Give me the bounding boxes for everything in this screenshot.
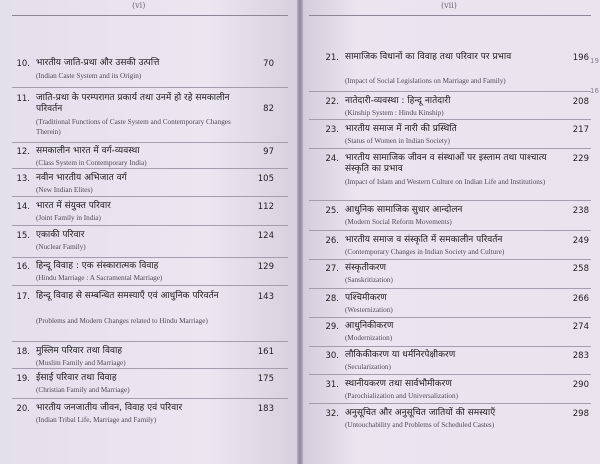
chapter-number: 19. — [16, 374, 30, 384]
page-ref: 217 — [572, 125, 589, 135]
header-rule — [12, 15, 288, 16]
page-ref: 290 — [572, 380, 589, 390]
chapter-title-english: (Sanskritization) — [345, 276, 393, 284]
divider — [12, 341, 288, 342]
chapter-title-hindi: भारत में संयुक्त परिवार — [36, 201, 111, 211]
chapter-title-english: (Contemporary Changes in Indian Society and Culture) — [345, 248, 505, 256]
divider — [309, 403, 591, 404]
page-ref: 82 — [263, 104, 274, 114]
chapter-title-hindi: संस्कृतीकरण — [345, 263, 387, 273]
page-ref: 229 — [572, 154, 589, 164]
page-ref: 124 — [257, 231, 274, 241]
page-ref: 175 — [257, 374, 274, 384]
chapter-number: 22. — [325, 97, 339, 107]
chapter-title-hindi: भारतीय सामाजिक जीवन व संस्थाओं पर इस्लाम तथा पाश्चात्य संस्कृति का प्रभाव — [345, 153, 547, 174]
chapter-title-hindi: भारतीय समाज व संस्कृति में समकालीन परिवर्तन — [345, 235, 503, 245]
chapter-title-hindi: आधुनिकीकरण — [345, 321, 394, 331]
chapter-title-english: (Secularization) — [345, 363, 391, 371]
chapter-title-english: (New Indian Elites) — [36, 186, 93, 194]
page-ref: 129 — [257, 262, 274, 272]
divider — [12, 168, 288, 169]
divider — [309, 288, 591, 289]
right-page — [303, 0, 600, 464]
divider — [12, 142, 288, 143]
divider — [12, 368, 288, 369]
chapter-title-english: (Traditional Functions of Caste System and Contemporary Changes Therein) — [36, 118, 231, 136]
next-page-number: 19 — [590, 57, 599, 65]
chapter-title-hindi: लौकिकीकरण या धर्मनिरपेक्षीकरण — [345, 350, 456, 360]
chapter-title-hindi: ईसाई परिवार तथा विवाह — [36, 373, 117, 383]
chapter-number: 28. — [325, 294, 339, 304]
chapter-title-english: (Joint Family in India) — [36, 214, 101, 222]
chapter-title-hindi: हिन्दू विवाह : एक संस्कारात्मक विवाह — [36, 261, 159, 271]
chapter-title-english: (Hindu Marriage : A Sacramental Marriage) — [36, 274, 163, 282]
divider — [309, 346, 591, 347]
page-ref: 105 — [257, 174, 274, 184]
chapter-title-hindi: पश्चिमीकरण — [345, 293, 387, 303]
page-ref: 196 — [572, 53, 589, 63]
page-number: (vi) — [132, 1, 146, 10]
chapter-number: 20. — [16, 404, 30, 414]
divider — [309, 317, 591, 318]
chapter-title-hindi: आधुनिक सामाजिक सुधार आन्दोलन — [345, 205, 463, 215]
divider — [12, 87, 288, 88]
chapter-title-english: (Indian Tribal Life, Marriage and Family) — [36, 416, 157, 424]
chapter-number: 26. — [325, 236, 339, 246]
chapter-title-hindi: अनुसूचित और अनुसूचित जातियों की समस्याएँ — [345, 408, 496, 418]
chapter-title-english: (Muslim Family and Marriage) — [36, 359, 126, 367]
chapter-title-hindi: स्थानीयकरण तथा सार्वभौमीकरण — [345, 379, 452, 389]
chapter-number: 29. — [325, 322, 339, 332]
divider — [12, 398, 288, 399]
divider — [12, 285, 288, 286]
chapter-number: 15. — [16, 231, 30, 241]
chapter-title-english: (Problems and Modern Changes related to Hindu Marriage) — [36, 317, 208, 325]
chapter-number: 32. — [325, 409, 339, 419]
chapter-title-english: (Untouchability and Problems of Scheduled Castes) — [345, 421, 495, 429]
page-ref: 298 — [572, 409, 589, 419]
page-ref: 266 — [572, 294, 589, 304]
chapter-title-english: (Indian Caste System and its Origin) — [36, 72, 142, 80]
chapter-number: 24. — [325, 154, 339, 164]
chapter-title-hindi: मुस्लिम परिवार तथा विवाह — [36, 346, 123, 356]
page-ref: 258 — [572, 264, 589, 274]
chapter-number: 16. — [16, 262, 30, 272]
page-ref: 161 — [257, 347, 274, 357]
chapter-number: 31. — [325, 380, 339, 390]
chapter-number: 25. — [325, 206, 339, 216]
chapter-title-hindi: भारतीय जाति-प्रथा और उसकी उत्पत्ति — [36, 58, 160, 68]
next-page-number: 16 — [590, 87, 599, 95]
chapter-title-hindi: नवीन भारतीय अभिजात वर्ग — [36, 173, 127, 183]
chapter-title-english: (Impact of Islam and Western Culture on Indian Life and Institutions) — [345, 178, 546, 186]
chapter-title-hindi: जाति-प्रथा के परम्परागत प्रकार्य तथा उनमें हो रहे समकालीन परिवर्तन — [36, 93, 230, 114]
chapter-title-english: (Class System in Contemporary India) — [36, 159, 147, 167]
divider — [309, 119, 591, 120]
chapter-title-hindi: भारतीय जनजातीय जीवन, विवाह एवं परिवार — [36, 403, 183, 413]
chapter-number: 13. — [16, 174, 30, 184]
page-ref: 208 — [572, 97, 589, 107]
page-ref: 70 — [263, 59, 274, 69]
chapter-title-english: (Christian Family and Marriage) — [36, 386, 130, 394]
chapter-title-english: (Nuclear Family) — [36, 243, 86, 251]
chapter-number: 11. — [16, 94, 30, 104]
divider — [12, 196, 288, 197]
page-ref: 283 — [572, 351, 589, 361]
divider — [309, 374, 591, 375]
chapter-title-hindi: हिन्दू विवाह से सम्बन्धित समस्याएँ एवं आधुनिक परिवर्तन — [36, 291, 219, 301]
page-ref: 143 — [257, 292, 274, 302]
divider — [12, 225, 288, 226]
page-ref: 112 — [257, 202, 274, 212]
chapter-number: 14. — [16, 202, 30, 212]
divider — [309, 259, 591, 260]
chapter-number: 30. — [325, 351, 339, 361]
chapter-number: 17. — [16, 292, 30, 302]
page-ref: 274 — [572, 322, 589, 332]
chapter-number: 10. — [16, 59, 30, 69]
page-ref: 249 — [572, 236, 589, 246]
page-ref: 183 — [257, 404, 274, 414]
chapter-number: 18. — [16, 347, 30, 357]
page-ref: 238 — [572, 206, 589, 216]
divider — [309, 200, 591, 201]
chapter-number: 27. — [325, 264, 339, 274]
chapter-title-english: (Westernization) — [345, 306, 393, 314]
chapter-title-english: (Status of Women in Indian Society) — [345, 137, 450, 145]
chapter-title-english: (Kinship System : Hindu Kinship) — [345, 109, 444, 117]
chapter-number: 12. — [16, 147, 30, 157]
divider — [12, 257, 288, 258]
chapter-title-english: (Modern Social Reform Movements) — [345, 218, 452, 226]
divider — [309, 148, 591, 149]
header-rule — [309, 15, 591, 16]
chapter-title-english: (Impact of Social Legislations on Marriage and Family) — [345, 77, 506, 85]
chapter-title-hindi: सामाजिक विधानों का विवाह तथा परिवार पर प्रभाव — [345, 52, 512, 62]
chapter-title-english: (Modernization) — [345, 334, 393, 342]
left-page — [0, 0, 297, 464]
chapter-title-hindi: भारतीय समाज में नारी की प्रस्थिति — [345, 124, 457, 134]
divider — [309, 91, 591, 92]
chapter-number: 23. — [325, 125, 339, 135]
divider — [309, 230, 591, 231]
page-number: (vii) — [441, 1, 457, 10]
chapter-title-hindi: एकाकी परिवार — [36, 230, 85, 240]
chapter-title-hindi: समकालीन भारत में वर्ग-व्यवस्था — [36, 146, 140, 156]
chapter-title-hindi: नातेदारी-व्यवस्था : हिन्दू नातेदारी — [345, 96, 451, 106]
chapter-title-english: (Parochialization and Universalization) — [345, 392, 458, 400]
page-ref: 97 — [263, 147, 274, 157]
chapter-number: 21. — [325, 53, 339, 63]
